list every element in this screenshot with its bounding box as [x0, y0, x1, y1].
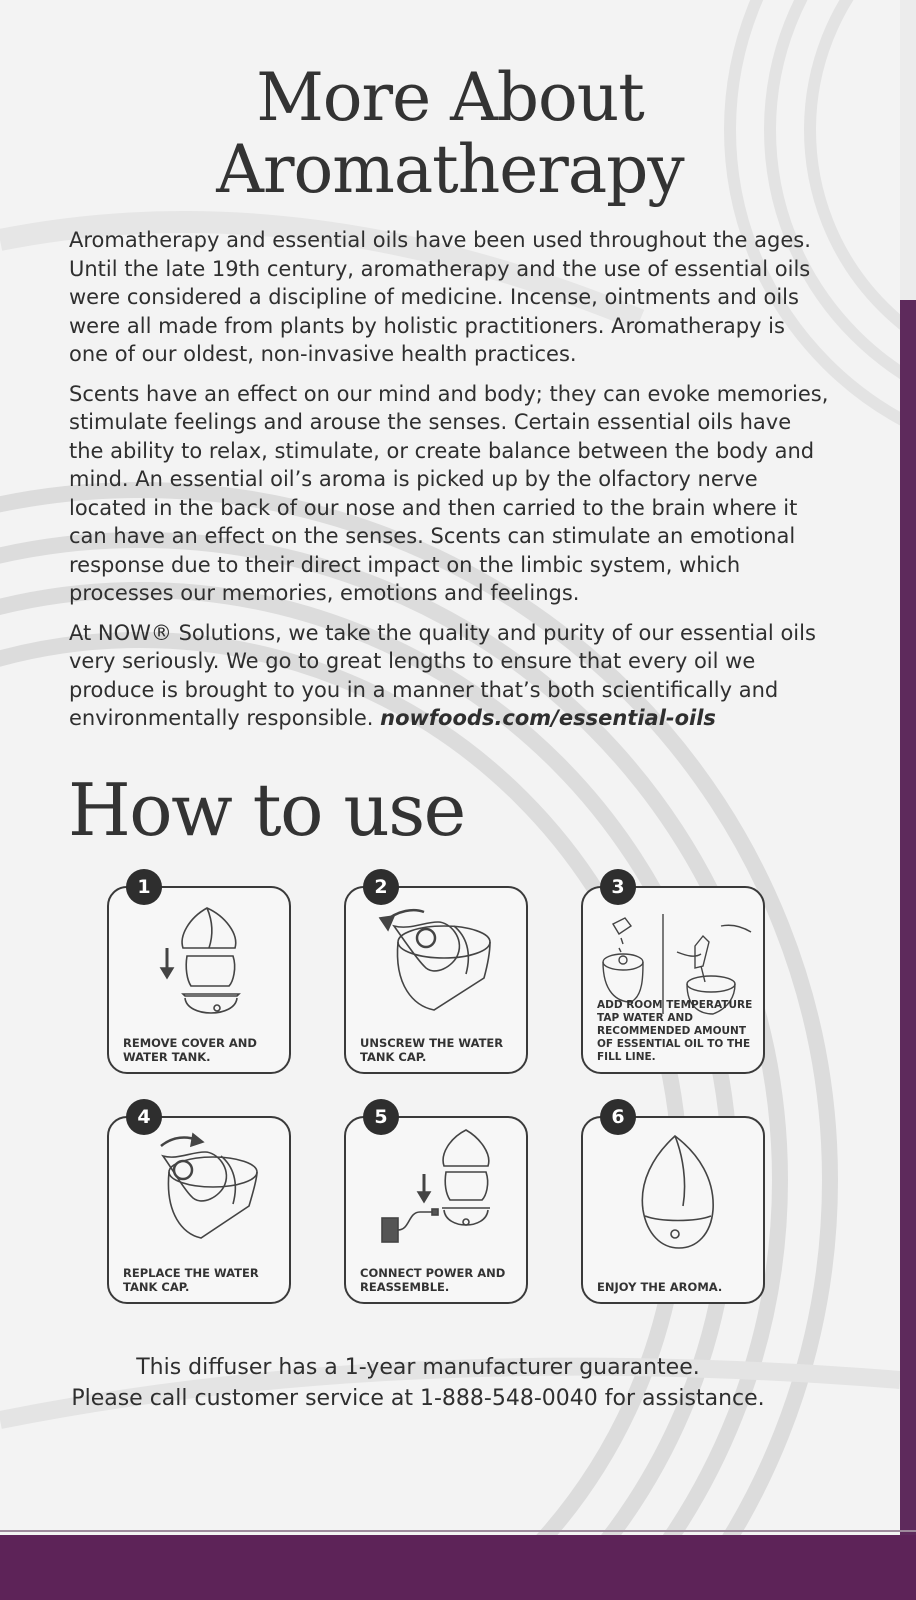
- step-number-badge: 3: [600, 869, 636, 905]
- connect-power-icon: [354, 1126, 519, 1256]
- step-number-badge: 5: [363, 1099, 399, 1135]
- step-card-4: [107, 1106, 291, 1304]
- step-card-5: [344, 1106, 528, 1304]
- unscrew-cap-icon: [354, 896, 519, 1026]
- title-line-1: More About: [256, 59, 644, 136]
- step-caption: REMOVE COVER AND WATER TANK.: [123, 1036, 257, 1064]
- how-to-use-heading: How to use: [68, 768, 465, 852]
- footer-divider: [0, 1530, 916, 1532]
- step-number-badge: 6: [600, 1099, 636, 1135]
- footer-band: [0, 1535, 916, 1600]
- step-card-2: [344, 876, 528, 1074]
- step-number-badge: 1: [126, 869, 162, 905]
- diffuser-icon: [591, 1126, 756, 1256]
- website-link[interactable]: nowfoods.com/essential-oils: [380, 706, 716, 730]
- paragraph-history: Aromatherapy and essential oils have been used throughout the ages. Until the late 19th century, aromatherapy and the use of essential oils were considered a discipline of medicine. Incense, ointments and oils were all made from plants by holistic practitioners. Aromatherapy is one of our oldest, non-invasive health practices.: [69, 228, 811, 366]
- right-edge-band: [900, 300, 916, 1550]
- title-line-2: Aromatherapy: [216, 131, 684, 208]
- paragraph-quality-text: At NOW® Solutions, we take the quality and purity of our essential oils very seriously. We go to great lengths to ensure that every oil we produce is brought to you in a manner that’s both scientifically and environmentally responsible.: [69, 620, 816, 730]
- step-caption: ADD ROOM TEMPERATURE TAP WATER AND RECOMMENDED AMOUNT OF ESSENTIAL OIL TO THE FILL LINE.: [597, 999, 753, 1063]
- step-number-badge: 2: [363, 869, 399, 905]
- step-card-6: [581, 1106, 765, 1304]
- step-number-badge: 4: [126, 1099, 162, 1135]
- step-caption: CONNECT POWER AND REASSEMBLE.: [360, 1266, 506, 1294]
- step-caption: ENJOY THE AROMA.: [597, 1280, 723, 1294]
- customer-service-line: Please call customer service at 1-888-548-0040 for assistance.: [71, 1386, 765, 1411]
- paragraph-scents: Scents have an effect on our mind and body; they can evoke memories, stimulate feelings and arouse the senses. Certain essential oils have the ability to relax, stimulate, or create balance between the body and mind. An essential oil’s aroma is picked up by the olfactory nerve located in the back of our nose and then carried to the brain where it can have an effect on the senses. Scents can stimulate an emotional response due to their direct impact on the limbic system, which processes our memories, emotions and feelings.: [69, 381, 829, 605]
- guarantee-line: This diffuser has a 1-year manufacturer guarantee.: [136, 1355, 700, 1380]
- replace-cap-icon: [117, 1126, 282, 1256]
- step-caption: UNSCREW THE WATER TANK CAP.: [360, 1036, 504, 1064]
- page-title: [0, 59, 900, 208]
- step-caption: REPLACE THE WATER TANK CAP.: [123, 1266, 259, 1294]
- step-card-1: [107, 876, 291, 1074]
- remove-cover-icon: [117, 896, 282, 1026]
- paragraph-quality: [69, 619, 829, 733]
- aromatherapy-description: [69, 226, 829, 744]
- guarantee-notice: [0, 1352, 836, 1414]
- step-card-3: [581, 876, 765, 1074]
